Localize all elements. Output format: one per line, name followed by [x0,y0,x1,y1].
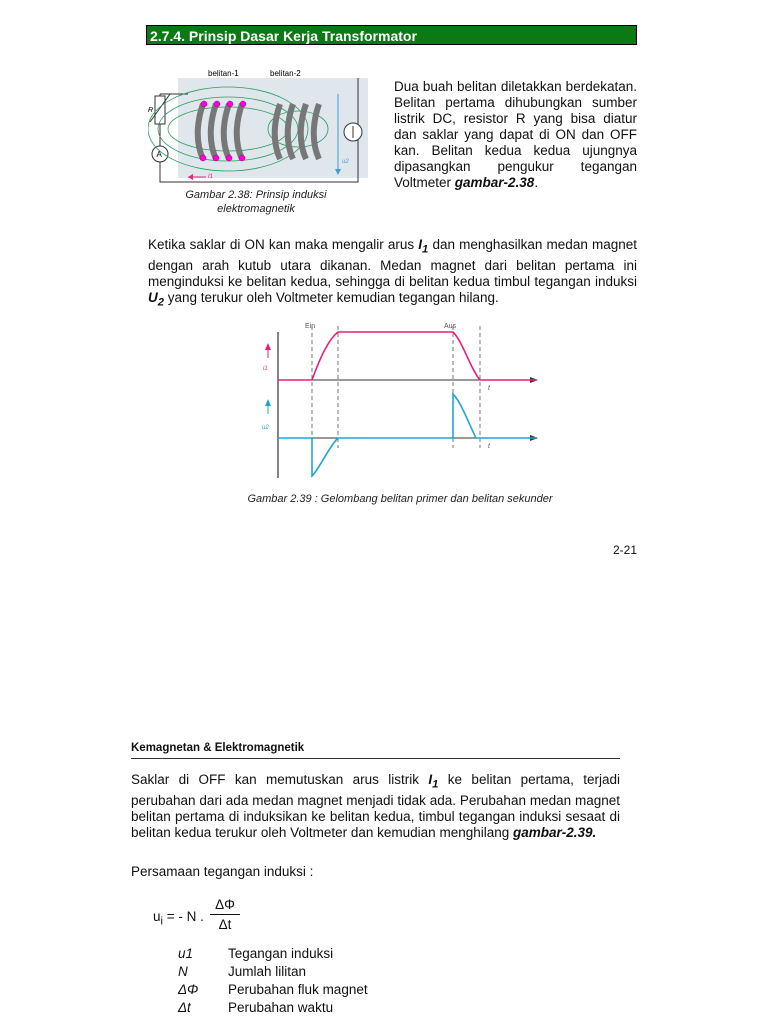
resistor-label: R [148,107,154,114]
primary-current-wave [278,332,536,380]
ammeter-label: A [156,150,162,159]
t-label-top: t [488,385,490,392]
legend-row: u1 Tegangan induksi [178,946,334,961]
t-label-bottom: t [488,443,490,450]
section-title: 2.7.4. Prinsip Dasar Kerja Transformator [146,25,637,45]
i1-axis-label: i1 [263,366,268,372]
formula-numerator: ΔΦ [210,897,240,915]
off-label: Aus [444,323,457,330]
symbol-legend [178,945,368,1017]
figure-ref: gambar-2.38 [454,175,535,190]
running-head: Kemagnetan & Elektromagnetik [131,742,620,759]
figure-2-38-caption: Gambar 2.38: Prinsip induksi elektromagnetik [185,189,327,215]
coil-1-label: belitan-1 [208,69,239,78]
paragraph-2: Saklar di OFF kan memutuskan arus listrik $I_1$ ke belitan pertama, terjadi perubahan dari ada medan magnet menjadi tidak ada. Perubahan medan magnet belitan pertama di induksikan ke belitan kedua, timbul tegangan induksi sesaat di belitan kedua terukur oleh Voltmeter dan kemudian menghilang gambar-2.39. [131,772,620,840]
on-label: Ein [305,323,316,330]
u2-axis-label: u2 [262,425,269,431]
legend-row: ΔΦ Perubahan fluk magnet [178,982,368,997]
figure-2-39-caption: Gambar 2.39 : Gelombang belitan primer dan belitan sekunder [247,493,553,505]
secondary-voltage-wave [278,394,536,476]
legend-row: N Jumlah lilitan [178,964,307,979]
i1-label: I1 [208,174,214,180]
paragraph-right: Dua buah belitan diletakkan berdekatan. Belitan pertama dihubungkan sumber listrik DC, resistor R yang bisa diatur dan saklar yang dapat di ON dan OFF kan. Belitan kedua kedua ujungnya dipasangkan pengukur tegangan Voltmeter gambar-2.38. [394,79,637,190]
legend-row: Δt Perubahan waktu [178,1000,334,1015]
page-number: 2-21 [612,543,637,557]
paragraph-3: Persamaan tegangan induksi : [131,864,314,879]
u2-label: u2 [342,159,349,165]
coil-2-label: belitan-2 [270,69,301,78]
formula-denominator: Δt [218,917,232,932]
figure-waveforms [258,318,542,486]
paragraph-1: Ketika saklar di ON kan maka mengalir arus $I_1$ dan menghasilkan medan magnet dengan arah kutub utara dikanan. Medan magnet dari belitan pertama ini menginduksi ke belitan kedua, sehingga di belitan kedua timbul tegangan induksi $U_2$ yang terukur oleh Voltmeter kemudian tegangan hilang. [148,237,638,309]
formula-fraction [210,897,240,932]
figure-induction-diagram [148,64,370,188]
